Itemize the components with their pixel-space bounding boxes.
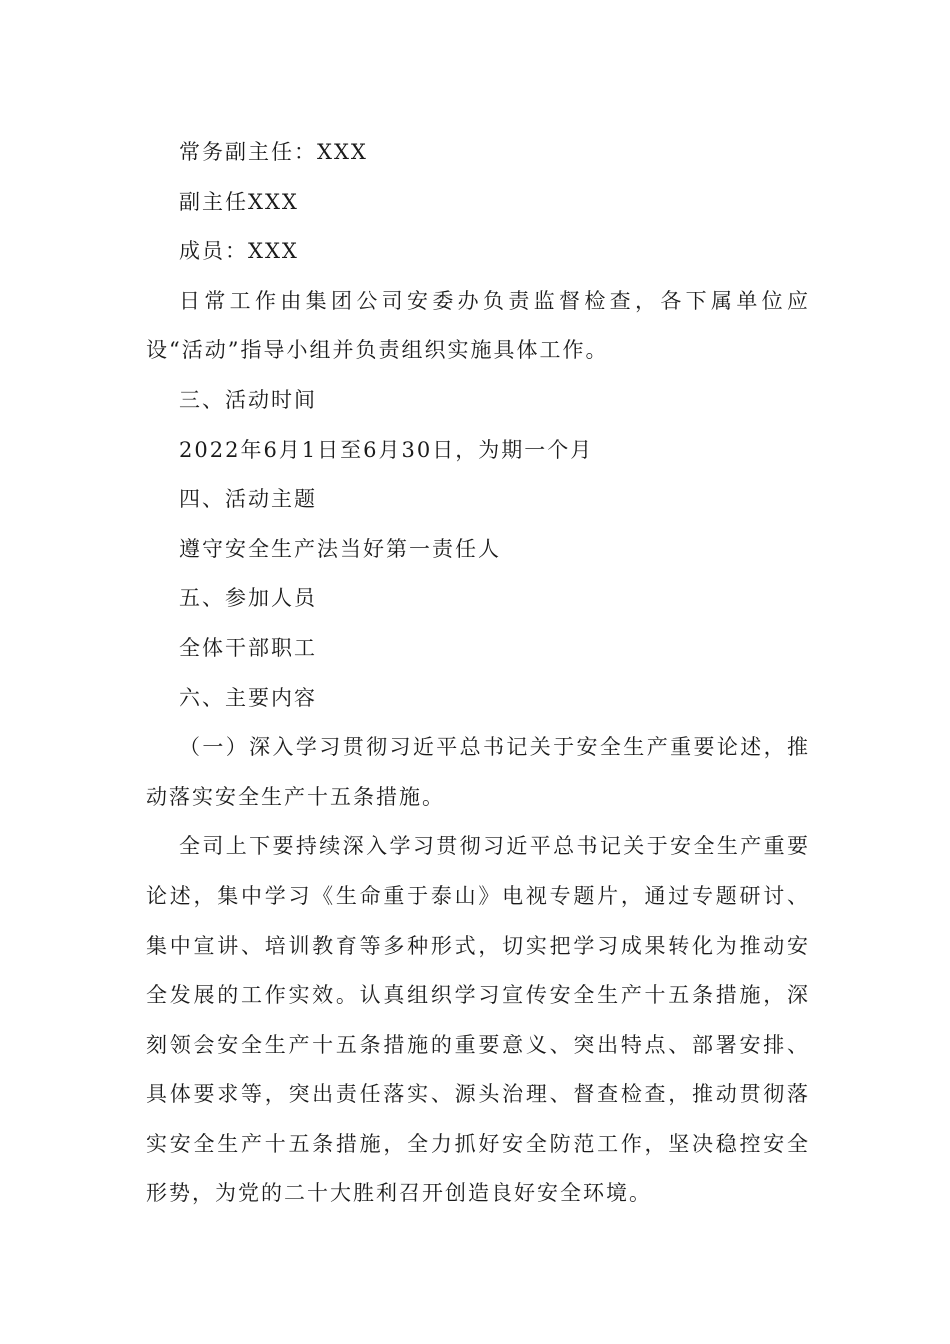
paragraph-participants: 全体干部职工	[179, 635, 317, 660]
heading-activity-theme: 四、活动主题	[179, 487, 317, 512]
subheading-study-safety: （一）深入学习贯彻习近平总书记关于安全生产重要论述，推动落实安全生产十五条措施。	[146, 735, 810, 809]
heading-main-content: 六、主要内容	[179, 685, 317, 710]
paragraph-activity-time: 2022年6月1日至6月30日，为期一个月	[179, 437, 594, 462]
heading-activity-time: 三、活动时间	[179, 387, 317, 412]
paragraph-daily-work: 日常工作由集团公司安委办负责监督检查，各下属单位应设“活动”指导小组并负责组织实施具体工作。	[146, 288, 810, 363]
paragraph-study-safety-body: 全司上下要持续深入学习贯彻习近平总书记关于安全生产重要论述，集中学习《生命重于泰山》电视专题片，通过专题研讨、集中宣讲、培训教育等多种形式，切实把学习成果转化为推动安全发展的工作实效。认真组织学习宣传安全生产十五条措施，深刻领会安全生产十五条措施的重要意义、突出特点、部署安排、具体要求等，突出责任落实、源头治理、督查检查，推动贯彻落实安全生产十五条措施，全力抓好安全防范工作，坚决稳控安全形势，为党的二十大胜利召开创造良好安全环境。	[146, 834, 810, 1206]
paragraph-executive-deputy-director: 常务副主任：XXX	[179, 140, 368, 164]
paragraph-deputy-director: 副主任XXX	[179, 189, 299, 214]
document-body	[146, 128, 810, 1219]
heading-participants: 五、参加人员	[179, 586, 317, 611]
paragraph-activity-theme: 遵守安全生产法当好第一责任人	[179, 536, 501, 561]
paragraph-members: 成员：XXX	[179, 239, 299, 264]
